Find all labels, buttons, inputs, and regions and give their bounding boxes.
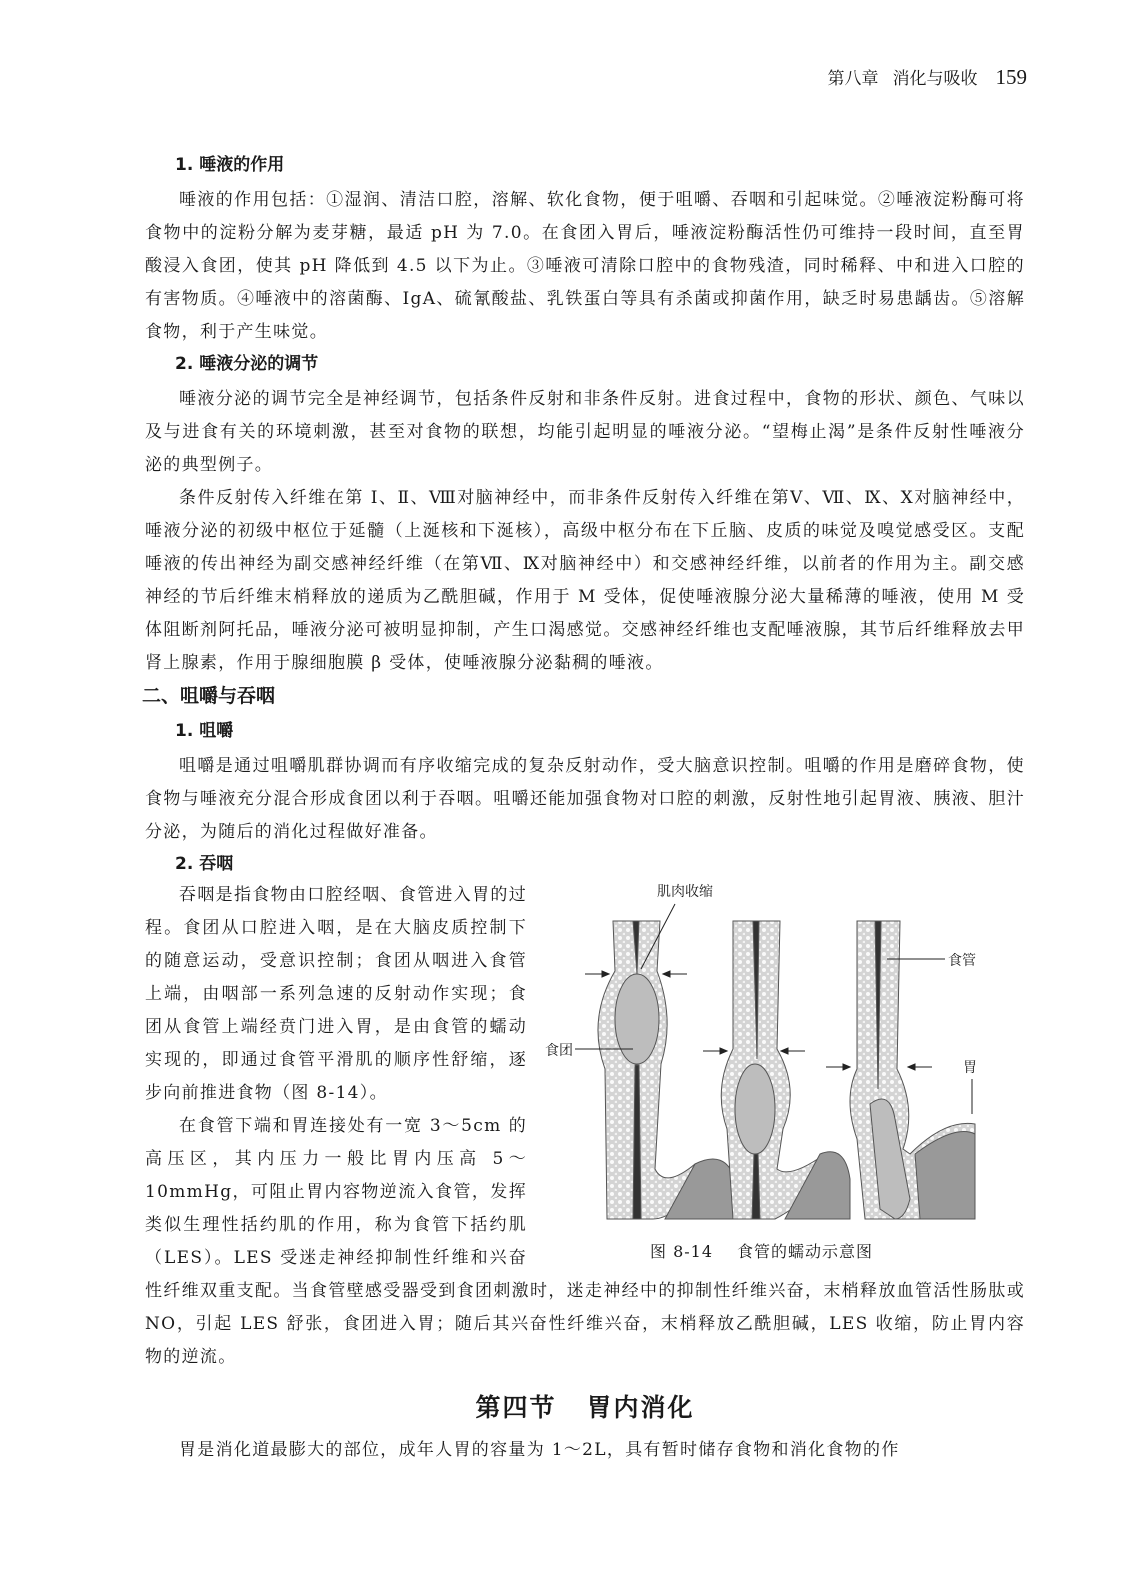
heading-saliva-function: 1. 唾液的作用 xyxy=(175,155,285,175)
figure-title: 食管的蠕动示意图 xyxy=(737,1242,874,1261)
label-stomach: 胃 xyxy=(963,1060,977,1076)
heading-swallowing: 2. 吞咽 xyxy=(175,854,234,874)
body-text xyxy=(142,150,1025,1467)
figure-number: 图 8-14 xyxy=(650,1242,714,1261)
running-header xyxy=(814,64,1028,90)
chapter-title: 消化与吸收 xyxy=(892,69,978,89)
chapter-number: 第八章 xyxy=(827,69,879,89)
page-number: 159 xyxy=(995,65,1027,89)
paragraph: 吞咽是指食物由口腔经咽、食管进入胃的过程。食团从口腔进入咽，是在大脑皮质控制下的随意运动，受意识控制；食团从咽进入食管上端，由咽部一系列急速的反射动作实现；食团从食管上端经贲门进入胃，是由食管的蠕动实现的，即通过食管平滑肌的顺序性舒缩，逐步向前推进食物（图 8-14）。 xyxy=(145,885,527,1103)
label-esophagus: 食管 xyxy=(948,953,976,969)
section-title xyxy=(145,1388,1025,1424)
figure-esophageal-peristalsis xyxy=(545,879,1035,1264)
paragraph: 唾液的作用包括：①湿润、清洁口腔，溶解、软化食物，便于咀嚼、吞咽和引起味觉。②唾液淀粉酶可将食物中的淀粉分解为麦芽糖，最适 pH 为 7.0。在食团入胃后，唾液淀粉酶活性仍可维持一段时间，直至胃酸浸入食团，使其 pH 降低到 4.5 以下为止。③唾液可清除口腔中的食物残渣，同时稀释、中和进入口腔的有害物质。④唾液中的溶菌酶、IgA、硫氰酸盐、乳铁蛋白等具有杀菌或抑菌作用，缺乏时易患龋齿。⑤溶解食物，利于产生味觉。 xyxy=(145,190,1025,342)
esophagus-illustration xyxy=(545,879,1035,1239)
heading-chewing-swallowing: 二、咀嚼与吞咽 xyxy=(142,685,276,707)
paragraph: 在食管下端和胃连接处有一宽 3～5cm 的高压区，其内压力一般比胃内压高 5～10mmHg，可阻止胃内容物逆流入食管，发挥类似生理性括约肌的作用，称为食管下括约肌（LES）。LES 受迷走神经抑制性纤维和兴奋性纤维双重支配。当食管壁感受器受到食团刺激时，迷走神经中的抑制性纤维兴奋，末梢释放血管活性肠肽或 NO，引起 LES 舒张，食团进入胃；随后其兴奋性纤维兴奋，末梢释放乙酰胆碱，LES 收缩，防止胃内容物的逆流。 xyxy=(145,1116,1025,1367)
figure-caption xyxy=(650,1239,873,1262)
paragraph: 唾液分泌的调节完全是神经调节，包括条件反射和非条件反射。进食过程中，食物的形状、颜色、气味以及与进食有关的环境刺激，甚至对食物的联想，均能引起明显的唾液分泌。“望梅止渴”是条件反射性唾液分泌的典型例子。 xyxy=(145,389,1025,475)
paragraph: 胃是消化道最膨大的部位，成年人胃的容量为 1～2L，具有暂时储存食物和消化食物的作 xyxy=(179,1440,900,1460)
heading-chewing: 1. 咀嚼 xyxy=(175,721,234,741)
paragraph: 条件反射传入纤维在第 Ⅰ、Ⅱ、Ⅷ对脑神经中，而非条件反射传入纤维在第Ⅴ、Ⅶ、Ⅸ、Ⅹ对脑神经中，唾液分泌的初级中枢位于延髓（上涎核和下涎核），高级中枢分布在下丘脑、皮质的味觉及嗅觉感受区。支配唾液的传出神经为副交感神经纤维（在第Ⅶ、Ⅸ对脑神经中）和交感神经纤维，以前者的作用为主。副交感神经的节后纤维末梢释放的递质为乙酰胆碱，作用于 M 受体，促使唾液腺分泌大量稀薄的唾液，使用 M 受体阻断剂阿托品，唾液分泌可被明显抑制，产生口渴感觉。交感神经纤维也支配唾液腺，其节后纤维释放去甲肾上腺素，作用于腺细胞膜 β 受体，使唾液腺分泌黏稠的唾液。 xyxy=(145,488,1025,673)
section-name: 胃内消化 xyxy=(586,1393,695,1422)
label-muscle-contraction: 肌肉收缩 xyxy=(657,884,713,900)
label-bolus: 食团 xyxy=(545,1043,573,1059)
paragraph: 咀嚼是通过咀嚼肌群协调而有序收缩完成的复杂反射动作，受大脑意识控制。咀嚼的作用是磨碎食物，使食物与唾液充分混合形成食团以利于吞咽。咀嚼还能加强食物对口腔的刺激，反射性地引起胃液、胰液、胆汁分泌，为随后的消化过程做好准备。 xyxy=(145,756,1025,842)
section-number: 第四节 xyxy=(475,1393,557,1422)
heading-saliva-regulation: 2. 唾液分泌的调节 xyxy=(175,354,319,374)
